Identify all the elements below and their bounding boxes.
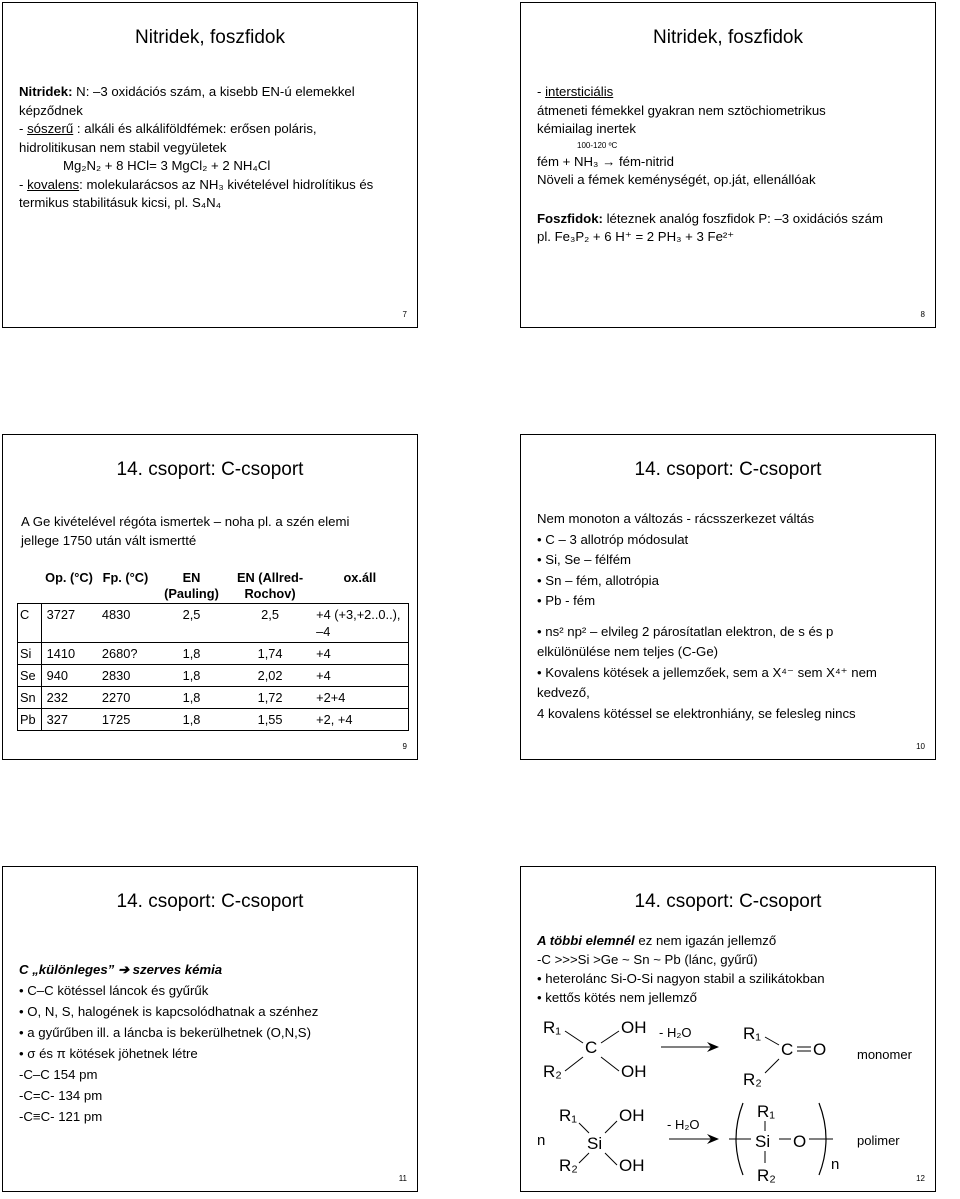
table-cell: Sn [18, 687, 42, 709]
slide-9 [2, 434, 418, 760]
o-label: O [793, 1132, 807, 1151]
text: hidrolitikusan nem stabil vegyületek [19, 139, 227, 155]
slide-7 [2, 2, 418, 328]
list-item: • a gyűrűben ill. a láncba is bekerülhetnek (O,N,S) [19, 1022, 405, 1043]
page-number: 9 [402, 742, 407, 751]
text: kémiailag inertek [537, 121, 636, 136]
element-table [17, 569, 409, 731]
table-cell: +4 (+3,+2..0..), –4 [311, 604, 408, 643]
slide-title: Nitridek, foszfidok [135, 27, 285, 48]
table-cell: +4 [311, 643, 408, 665]
text: -C–C 154 pm [19, 1067, 98, 1082]
text: 4 kovalens kötéssel se elektronhiány, se felesleg nincs [537, 705, 856, 721]
table-cell: 1,55 [229, 709, 311, 731]
table-cell: 2270 [97, 687, 154, 709]
list-item: • Sn – fém, allotrópia [537, 571, 923, 592]
table-cell: 1,8 [154, 643, 229, 665]
r2-label: R₂ [543, 1062, 562, 1081]
r2-label: R₂ [743, 1070, 762, 1089]
r1-label: R₁ [743, 1024, 762, 1043]
n-label: n [831, 1156, 840, 1173]
minus-h2o: - H₂O [667, 1117, 700, 1132]
text: Növeli a fémek keménységét, op.ját, ellenállóak [537, 172, 816, 187]
oh-label: OH [619, 1106, 645, 1125]
text: : molekularácsos az NH₃ kivételével hidrolítikus és [79, 176, 374, 192]
list-item: • heterolánc Si-O-Si nagyon stabil a szilikátokban [537, 969, 923, 988]
monomer-label: monomer [857, 1047, 912, 1062]
slide-12 [520, 866, 936, 1192]
slide-body [21, 513, 405, 550]
r2-label: R₂ [559, 1156, 578, 1175]
r2-label: R₂ [757, 1166, 776, 1185]
oh-label: OH [621, 1062, 647, 1081]
table-cell: 1,8 [154, 687, 229, 709]
n-label: n [537, 1132, 546, 1149]
table-cell: 1410 [41, 643, 97, 665]
equation: pl. Fe₃P₂ + 6 H⁺ = 2 PH₃ + 3 Fe²⁺ [537, 229, 735, 244]
equation: fém + NH₃ → fém-nitrid [537, 153, 674, 169]
column-header: EN (Pauling) [164, 570, 219, 601]
column-header: Fp. (°C) [102, 570, 149, 585]
table-header-row [18, 569, 409, 604]
arrow-icon: ➔ [117, 962, 129, 977]
text: léteznek analóg foszfidok P: –3 oxidációs szám [602, 210, 883, 226]
o-label: O [813, 1040, 827, 1059]
table-cell: 3727 [41, 604, 97, 643]
text: -C >>>Si >Ge ~ Sn ~ Pb (lánc, gyűrű) [537, 952, 758, 967]
slide-10 [520, 434, 936, 760]
text: A Ge kivételével régóta ismertek – noha pl. a szén elemi [21, 514, 350, 529]
table-cell: Se [18, 665, 42, 687]
heading: szerves kémia [132, 962, 223, 977]
table-cell: 2,5 [229, 604, 311, 643]
polimer-label: polimer [857, 1133, 900, 1148]
table-cell: 4830 [97, 604, 154, 643]
page-number: 7 [402, 310, 407, 319]
table-cell: 1725 [97, 709, 154, 731]
text: ez nem igazán jellemző [634, 933, 777, 948]
text: elkülönülése nem teljes (C-Ge) [537, 644, 719, 659]
table-row [18, 687, 409, 709]
table-row [18, 709, 409, 731]
term: Nitridek: [19, 84, 73, 99]
slide-body [537, 509, 923, 724]
emphasis: A többi elemnél [537, 933, 635, 948]
text: képződnek [19, 102, 83, 118]
table-row [18, 643, 409, 665]
text: jellege 1750 után vált ismertté [21, 532, 197, 548]
list-item: • kettős kötés nem jellemző [537, 988, 923, 1007]
term: kovalens [27, 176, 80, 192]
page-number: 12 [916, 1174, 925, 1183]
list-item: • C–C kötéssel láncok és gyűrűk [19, 980, 405, 1001]
oh-label: OH [619, 1156, 645, 1175]
table-cell: 327 [41, 709, 97, 731]
term: intersticiális [545, 84, 614, 99]
table-cell: 940 [41, 665, 97, 687]
reaction-scheme [521, 867, 935, 1191]
text: átmeneti fémekkel gyakran nem sztöchiometrikus [537, 102, 826, 118]
text: : alkáli és alkáliföldfémek: erősen poláris, [73, 121, 317, 136]
table-cell: 2,02 [229, 665, 311, 687]
text: Nem monoton a változás - rácsszerkezet váltás [537, 511, 815, 526]
table-cell: +4 [311, 665, 408, 687]
condition: 100-120 ºC [577, 140, 618, 150]
table-cell: +2, +4 [311, 709, 408, 731]
table-cell: Si [18, 643, 42, 665]
table-cell: C [18, 604, 42, 643]
list-item: • Kovalens kötések a jellemzőek, sem a X⁴⁻ sem X⁴⁺ nem [537, 663, 923, 684]
slide-11 [2, 866, 418, 1192]
table-cell: 2830 [97, 665, 154, 687]
term: sószerű [27, 121, 74, 136]
slide-title: Nitridek, foszfidok [653, 27, 803, 48]
r1-label: R₁ [543, 1018, 562, 1037]
table-row [18, 604, 409, 643]
table-cell: Pb [18, 709, 42, 731]
dash: - [537, 84, 546, 99]
slide-title: 14. csoport: C-csoport [634, 891, 822, 912]
table-cell: 1,72 [229, 687, 311, 709]
text: -C=C- 134 pm [19, 1088, 103, 1103]
minus-h2o: - H₂O [659, 1025, 692, 1040]
list-item: • C – 3 allotróp módosulat [537, 530, 923, 551]
list-item: • O, N, S, halogének is kapcsolódhatnak a szénhez [19, 1001, 405, 1022]
table-cell: +2+4 [311, 687, 408, 709]
column-header [18, 569, 42, 604]
slide-body [537, 83, 923, 247]
slide-title: 14. csoport: C-csoport [116, 891, 304, 912]
slide-title: 14. csoport: C-csoport [634, 459, 822, 480]
text: termikus stabilitásuk kicsi, pl. S₄N₄ [19, 195, 222, 210]
page-number: 10 [916, 742, 925, 751]
text: kedvező, [537, 685, 590, 700]
table-cell: 1,8 [154, 665, 229, 687]
c-label: C [781, 1040, 794, 1059]
equation: Mg₂N₂ + 8 HCl= 3 MgCl₂ + 2 NH₄Cl [63, 158, 271, 173]
table-cell: 2,5 [154, 604, 229, 643]
r1-label: R₁ [559, 1106, 578, 1125]
page-number: 8 [920, 310, 925, 319]
table-cell: 1,74 [229, 643, 311, 665]
table-row [18, 665, 409, 687]
column-header: Op. (°C) [45, 570, 93, 585]
term: Foszfidok: [537, 210, 603, 226]
slide-8 [520, 2, 936, 328]
table-cell: 232 [41, 687, 97, 709]
text: N: –3 oxidációs szám, a kisebb EN-ú elemekkel [72, 84, 355, 99]
column-header: EN (Allred-Rochov) [236, 570, 304, 601]
table-cell: 1,8 [154, 709, 229, 731]
list-item: • ns² np² – elvileg 2 párosítatlan elektron, de s és p [537, 622, 923, 643]
oh-label: OH [621, 1018, 647, 1037]
heading: C „különleges” [19, 962, 115, 977]
list-item: • Si, Se – félfém [537, 550, 923, 571]
page-number: 11 [398, 1174, 407, 1183]
list-item: • σ és π kötések jöhetnek létre [19, 1043, 405, 1064]
list-item: • Pb - fém [537, 591, 923, 612]
text: -C≡C- 121 pm [19, 1109, 103, 1124]
si-label: Si [587, 1134, 603, 1153]
si-label: Si [755, 1132, 771, 1151]
slide-body [19, 959, 405, 1127]
r1-label: R₁ [757, 1102, 776, 1121]
dash: - [19, 176, 28, 192]
c-label: C [585, 1038, 598, 1057]
table-cell: 2680? [97, 643, 154, 665]
column-header: ox.áll [343, 570, 377, 585]
slide-body: Nitridek: N: –3 oxidációs szám, a kisebb EN-ú elemekkel képződnek - sószerű : alkáli és alkáliföldfémek: erősen poláris, hidrolitikusan nem stabil vegyületek Mg₂N₂ + 8 HCl= 3 MgCl₂ + 2 NH₄Cl - kovalens: molekularácsos az NH₃ kivételével hidrolítikus és termikus stabilitásuk kicsi, pl. S₄N₄ [19, 83, 405, 213]
slide-title: 14. csoport: C-csoport [116, 459, 304, 480]
